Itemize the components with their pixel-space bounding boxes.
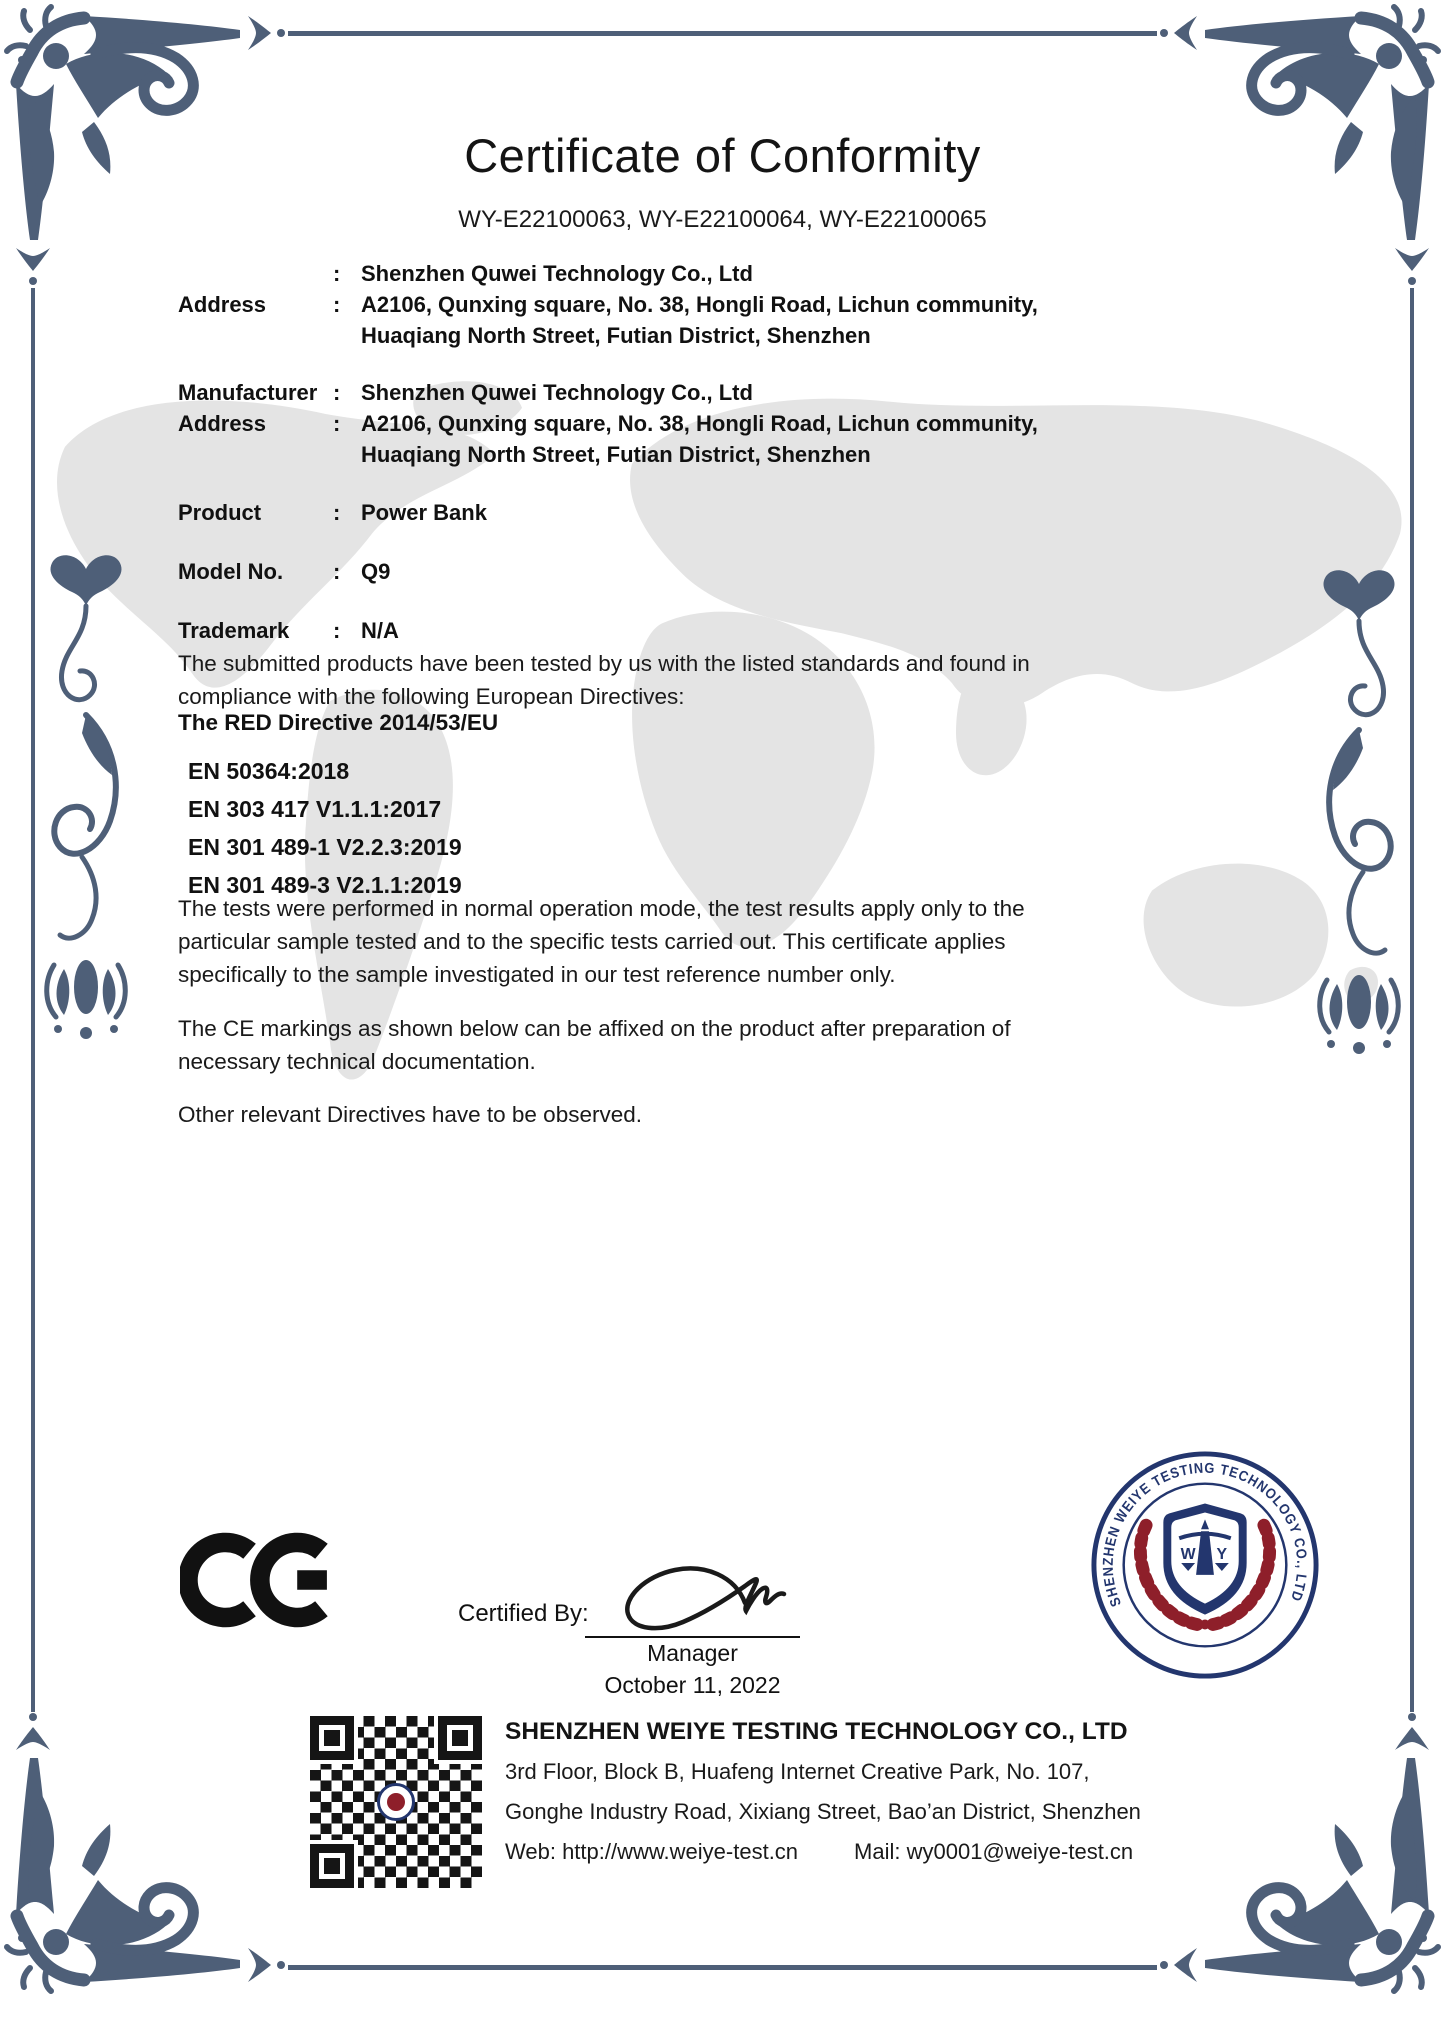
row-label: Model No.	[178, 559, 284, 584]
test-scope-statement: The tests were performed in normal operation mode, the test results apply only to the particular sample tested and to the specific tests carried out. This certificate applies specifically to the sample investigated in our test reference number only.	[178, 896, 1025, 987]
seal-ring-text: SHENZHEN WEIYE TESTING TECHNOLOGY CO., LTD	[1100, 1460, 1310, 1609]
ce-mark-icon	[180, 1516, 348, 1644]
row-colon: :	[333, 559, 341, 584]
row-value: N/A	[361, 618, 399, 643]
row-label: Trademark	[178, 618, 290, 643]
table-row-manufacturer-address	[178, 408, 1188, 470]
table-row-manufacturer	[178, 377, 1188, 408]
standards-list	[188, 752, 462, 904]
company-seal-icon	[1086, 1446, 1324, 1684]
row-value: Shenzhen Quwei Technology Co., Ltd	[361, 380, 753, 405]
certification-date: October 11, 2022	[604, 1672, 781, 1698]
row-label: Manufacturer	[178, 380, 318, 405]
intro-statement: The submitted products have been tested by us with the listed standards and found in compliance with the following European Directives:	[178, 651, 1030, 709]
standard-item: EN 301 489-3 V2.1.1:2019	[188, 872, 462, 898]
ce-marking-statement: The CE markings as shown below can be affixed on the product after preparation of necessary technical documentation.	[178, 1016, 1011, 1074]
issuer-address-line1: 3rd Floor, Block B, Huafeng Internet Creative Park, No. 107,	[505, 1759, 1090, 1784]
certified-by-label: Certified By:	[458, 1600, 589, 1627]
other-directives-statement: Other relevant Directives have to be observed.	[178, 1102, 642, 1127]
row-value: A2106, Qunxing square, No. 38, Hongli Road, Lichun community, Huaqiang North Street, Futian District, Shenzhen	[361, 411, 1038, 467]
row-value: A2106, Qunxing square, No. 38, Hongli Road, Lichun community, Huaqiang North Street, Futian District, Shenzhen	[361, 292, 1038, 348]
qr-finder-pattern	[438, 1716, 482, 1760]
row-colon: :	[333, 292, 341, 317]
table-row-applicant	[178, 258, 1188, 289]
standard-item: EN 303 417 V1.1.1:2017	[188, 796, 442, 822]
qr-center-badge-icon	[377, 1783, 415, 1821]
table-row-model-no	[178, 556, 1188, 587]
issuer-block	[505, 1712, 1305, 1872]
issuer-website: Web: http://www.weiye-test.cn	[505, 1839, 799, 1864]
row-colon: :	[333, 261, 341, 286]
row-label: Product	[178, 500, 262, 525]
row-colon: :	[333, 380, 341, 405]
issuer-email: Mail: wy0001@weiye-test.cn	[854, 1839, 1134, 1864]
signature-line	[585, 1528, 800, 1638]
standard-item: EN 50364:2018	[188, 758, 350, 784]
qr-finder-pattern	[310, 1844, 354, 1888]
page-title: Certificate of Conformity	[464, 129, 981, 182]
certificate-info-table	[178, 258, 1188, 646]
table-row-address	[178, 289, 1188, 351]
row-label	[178, 258, 333, 289]
row-colon: :	[333, 411, 341, 436]
table-row-product	[178, 497, 1188, 528]
issuer-company-name: SHENZHEN WEIYE TESTING TECHNOLOGY CO., LTD	[505, 1718, 1128, 1745]
issuer-address-line2: Gonghe Industry Road, Xixiang Street, Bao’an District, Shenzhen	[505, 1799, 1141, 1824]
row-label: Address	[178, 411, 267, 436]
certificate-numbers: WY-E22100063, WY-E22100064, WY-E22100065	[458, 206, 987, 233]
row-colon: :	[333, 618, 341, 643]
qr-code	[310, 1716, 482, 1888]
row-colon: :	[333, 500, 341, 525]
signer-title: Manager	[647, 1640, 738, 1666]
row-value: Power Bank	[361, 500, 487, 525]
qr-finder-pattern	[310, 1716, 354, 1760]
directive-heading: The RED Directive 2014/53/EU	[178, 710, 499, 735]
seal-monogram-right: Y	[1216, 1546, 1228, 1564]
row-value: Shenzhen Quwei Technology Co., Ltd	[361, 261, 753, 286]
row-label: Address	[178, 292, 267, 317]
row-value: Q9	[361, 559, 391, 584]
seal-monogram-left: W	[1180, 1546, 1196, 1564]
table-row-trademark	[178, 615, 1188, 646]
standard-item: EN 301 489-1 V2.2.3:2019	[188, 834, 462, 860]
